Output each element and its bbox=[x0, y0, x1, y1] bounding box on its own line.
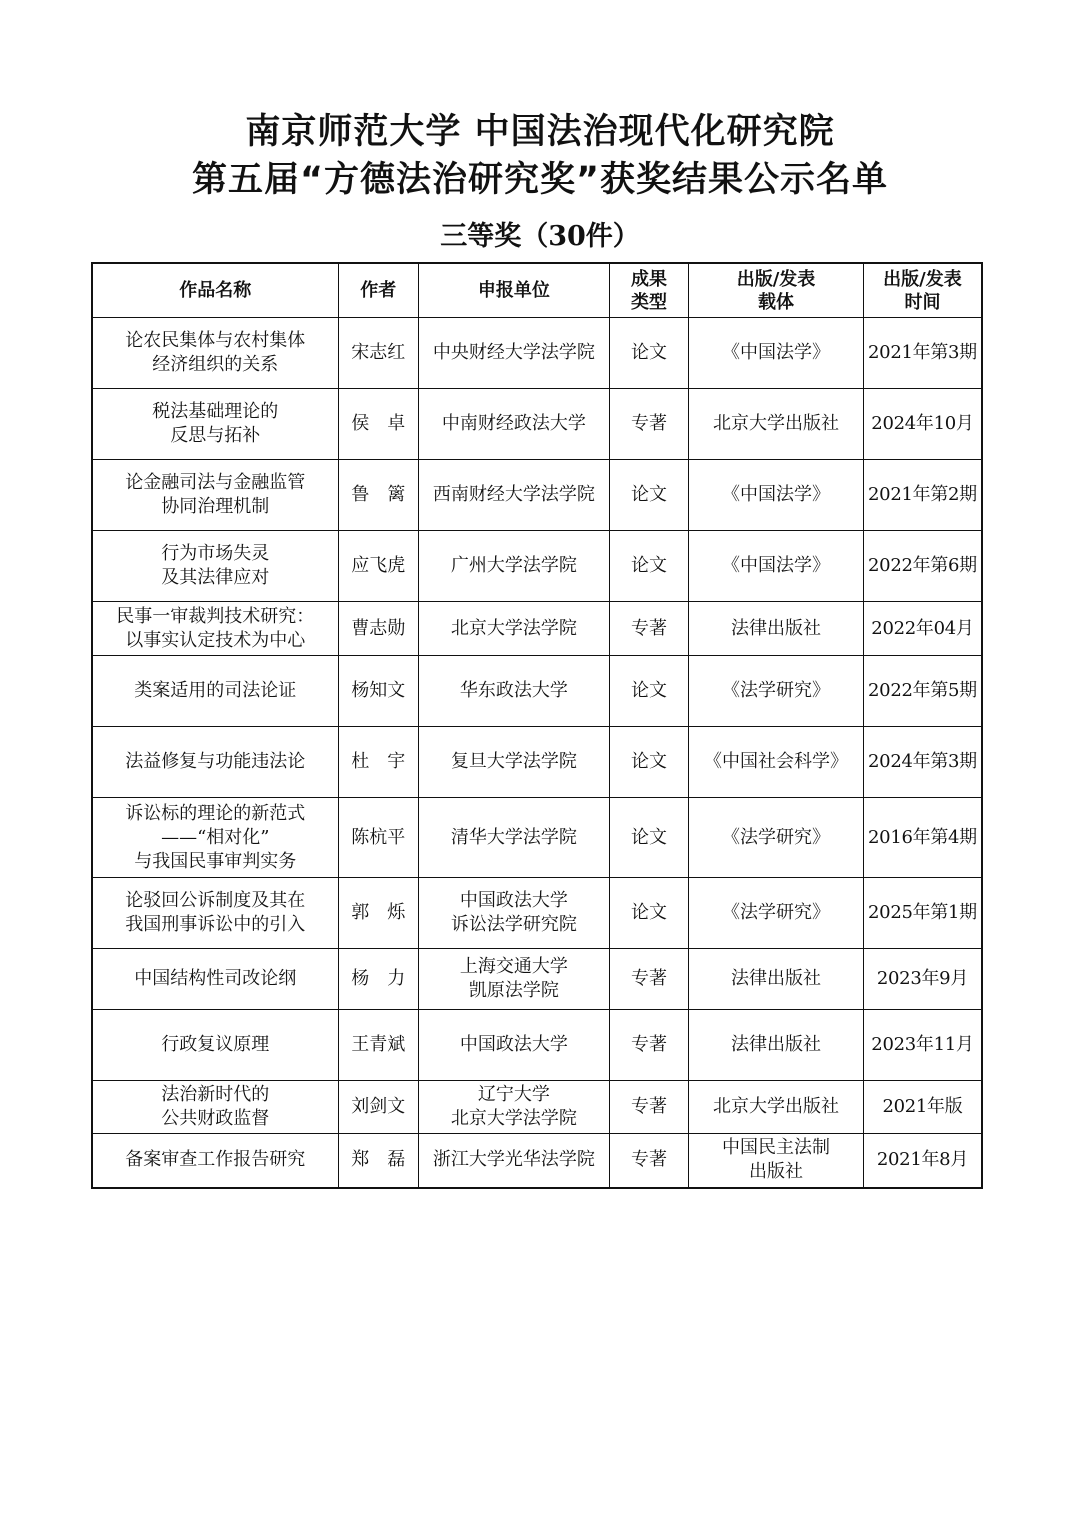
cell-type: 专著 bbox=[609, 949, 688, 1010]
cell-unit: 华东政法大学 bbox=[418, 656, 609, 727]
cell-date: 2021年第2期 bbox=[863, 460, 982, 531]
cell-unit: 复旦大学法学院 bbox=[418, 727, 609, 798]
cell-type: 论文 bbox=[609, 531, 688, 602]
cell-venue: 法律出版社 bbox=[689, 1010, 864, 1081]
cell-type: 论文 bbox=[609, 318, 688, 389]
cell-unit: 上海交通大学 凯原法学院 bbox=[418, 949, 609, 1010]
table-row bbox=[92, 460, 982, 531]
cell-venue: 《中国法学》 bbox=[689, 531, 864, 602]
cell-author: 鲁 篱 bbox=[338, 460, 418, 531]
table-row bbox=[92, 727, 982, 798]
table-row bbox=[92, 318, 982, 389]
cell-type: 专著 bbox=[609, 1081, 688, 1134]
cell-title: 类案适用的司法论证 bbox=[92, 656, 338, 727]
table-row bbox=[92, 798, 982, 878]
table-row bbox=[92, 1010, 982, 1081]
cell-venue: 《法学研究》 bbox=[689, 798, 864, 878]
cell-unit: 清华大学法学院 bbox=[418, 798, 609, 878]
cell-unit: 中国政法大学 诉讼法学研究院 bbox=[418, 878, 609, 949]
cell-title: 法治新时代的 公共财政监督 bbox=[92, 1081, 338, 1134]
award-list-table bbox=[91, 262, 983, 1189]
cell-title: 民事一审裁判技术研究： 以事实认定技术为中心 bbox=[92, 602, 338, 656]
table-header-row bbox=[92, 263, 982, 318]
col-header-author: 作者 bbox=[338, 263, 418, 318]
table-row bbox=[92, 656, 982, 727]
table-row bbox=[92, 602, 982, 656]
cell-title: 行政复议原理 bbox=[92, 1010, 338, 1081]
cell-author: 杜 宇 bbox=[338, 727, 418, 798]
cell-title: 论金融司法与金融监管 协同治理机制 bbox=[92, 460, 338, 531]
cell-date: 2022年第5期 bbox=[863, 656, 982, 727]
cell-date: 2025年第1期 bbox=[863, 878, 982, 949]
cell-date: 2016年第4期 bbox=[863, 798, 982, 878]
cell-type: 论文 bbox=[609, 656, 688, 727]
cell-date: 2023年11月 bbox=[863, 1010, 982, 1081]
cell-date: 2022年04月 bbox=[863, 602, 982, 656]
table-row bbox=[92, 389, 982, 460]
cell-author: 王青斌 bbox=[338, 1010, 418, 1081]
cell-unit: 辽宁大学 北京大学法学院 bbox=[418, 1081, 609, 1134]
cell-title: 备案审查工作报告研究 bbox=[92, 1134, 338, 1188]
cell-venue: 《法学研究》 bbox=[689, 878, 864, 949]
cell-venue: 法律出版社 bbox=[689, 949, 864, 1010]
cell-unit: 北京大学法学院 bbox=[418, 602, 609, 656]
col-header-venue: 出版/发表 载体 bbox=[689, 263, 864, 318]
table-row bbox=[92, 1134, 982, 1188]
cell-author: 应飞虎 bbox=[338, 531, 418, 602]
cell-type: 专著 bbox=[609, 1010, 688, 1081]
cell-venue: 《中国法学》 bbox=[689, 460, 864, 531]
cell-unit: 广州大学法学院 bbox=[418, 531, 609, 602]
cell-type: 论文 bbox=[609, 460, 688, 531]
cell-author: 宋志红 bbox=[338, 318, 418, 389]
cell-type: 论文 bbox=[609, 727, 688, 798]
cell-type: 论文 bbox=[609, 878, 688, 949]
cell-title: 论驳回公诉制度及其在 我国刑事诉讼中的引入 bbox=[92, 878, 338, 949]
col-header-date: 出版/发表 时间 bbox=[863, 263, 982, 318]
cell-date: 2021年版 bbox=[863, 1081, 982, 1134]
cell-author: 郭 烁 bbox=[338, 878, 418, 949]
cell-author: 曹志勋 bbox=[338, 602, 418, 656]
cell-venue: 《中国法学》 bbox=[689, 318, 864, 389]
col-header-title: 作品名称 bbox=[92, 263, 338, 318]
cell-type: 专著 bbox=[609, 602, 688, 656]
award-level-subtitle: 三等奖（30件） bbox=[440, 221, 640, 252]
cell-author: 侯 卓 bbox=[338, 389, 418, 460]
cell-date: 2023年9月 bbox=[863, 949, 982, 1010]
cell-author: 杨 力 bbox=[338, 949, 418, 1010]
cell-date: 2024年第3期 bbox=[863, 727, 982, 798]
cell-unit: 浙江大学光华法学院 bbox=[418, 1134, 609, 1188]
cell-venue: 北京大学出版社 bbox=[689, 1081, 864, 1134]
cell-author: 杨知文 bbox=[338, 656, 418, 727]
col-header-type: 成果 类型 bbox=[609, 263, 688, 318]
cell-date: 2021年8月 bbox=[863, 1134, 982, 1188]
col-header-unit: 申报单位 bbox=[418, 263, 609, 318]
cell-author: 刘剑文 bbox=[338, 1081, 418, 1134]
cell-title: 税法基础理论的 反思与拓补 bbox=[92, 389, 338, 460]
cell-venue: 《法学研究》 bbox=[689, 656, 864, 727]
cell-unit: 中央财经大学法学院 bbox=[418, 318, 609, 389]
cell-venue: 中国民主法制 出版社 bbox=[689, 1134, 864, 1188]
cell-type: 专著 bbox=[609, 1134, 688, 1188]
cell-title: 法益修复与功能违法论 bbox=[92, 727, 338, 798]
title-line-2: 第五届“方德法治研究奖”获奖结果公示名单 bbox=[191, 160, 888, 200]
cell-date: 2021年第3期 bbox=[863, 318, 982, 389]
cell-type: 论文 bbox=[609, 798, 688, 878]
cell-title: 论农民集体与农村集体 经济组织的关系 bbox=[92, 318, 338, 389]
cell-type: 专著 bbox=[609, 389, 688, 460]
cell-unit: 西南财经大学法学院 bbox=[418, 460, 609, 531]
cell-venue: 北京大学出版社 bbox=[689, 389, 864, 460]
table-row bbox=[92, 531, 982, 602]
cell-author: 陈杭平 bbox=[338, 798, 418, 878]
cell-date: 2024年10月 bbox=[863, 389, 982, 460]
cell-title: 中国结构性司改论纲 bbox=[92, 949, 338, 1010]
cell-title: 行为市场失灵 及其法律应对 bbox=[92, 531, 338, 602]
cell-venue: 《中国社会科学》 bbox=[689, 727, 864, 798]
cell-author: 郑 磊 bbox=[338, 1134, 418, 1188]
cell-venue: 法律出版社 bbox=[689, 602, 864, 656]
cell-unit: 中国政法大学 bbox=[418, 1010, 609, 1081]
cell-date: 2022年第6期 bbox=[863, 531, 982, 602]
cell-title: 诉讼标的理论的新范式 ——“相对化” 与我国民事审判实务 bbox=[92, 798, 338, 878]
table-row bbox=[92, 949, 982, 1010]
table-row bbox=[92, 1081, 982, 1134]
title-line-1: 南京师范大学 中国法治现代化研究院 bbox=[245, 112, 835, 152]
cell-unit: 中南财经政法大学 bbox=[418, 389, 609, 460]
table-row bbox=[92, 878, 982, 949]
